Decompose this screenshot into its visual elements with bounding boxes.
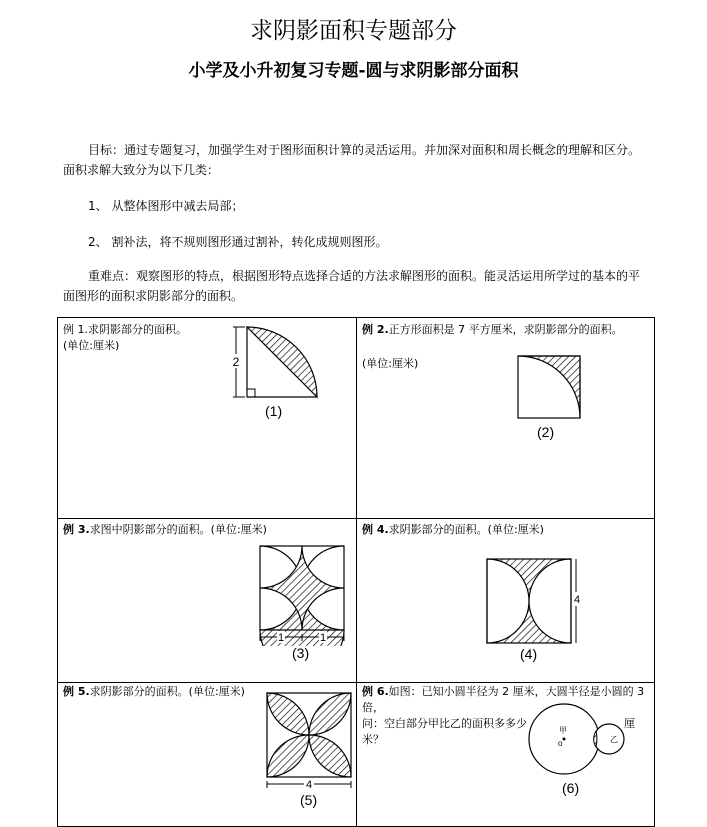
method-item-2: 2、 割补法，将不规则图形通过割补，转化成规则图形。 [88,235,388,249]
figure-1-caption: (1) [265,403,283,419]
figure-5-caption: (5) [300,792,318,808]
figure-5 [262,688,352,792]
figure-6-caption: (6) [562,780,580,796]
goal-paragraph: 目标：通过专题复习，加强学生对于图形面积计算的灵活运用。并加深对面积和周长概念的理解和区分。面积求解大致分为以下几类： [63,143,641,177]
figure-3-dim-b: 1 [319,632,327,644]
table-divider-row-1 [57,518,655,519]
figure-1 [225,322,325,402]
example-2-unit: (单位:厘米) [362,357,419,370]
table-divider-vertical [356,317,357,827]
figure-6 [525,700,630,780]
figure-3-dim-a: 1 [277,632,285,644]
figure-4 [484,556,584,644]
figure-2 [515,353,583,421]
page-title: 求阴影面积专题部分 [250,18,457,44]
figure-6-label-jia: 甲 [559,726,567,735]
figure-4-dim: 4 [573,594,581,606]
key-points-paragraph: 重难点：观察图形的特点，根据图形特点选择合适的方法求解图形的面积。能灵活运用所学过的基本的平面图形的面积求阴影部分的面积。 [63,269,641,303]
figure-3 [255,541,350,646]
figure-6-label-yi: 乙 [610,735,618,744]
method-item-1: 1、 从整体图形中减去局部； [88,199,244,213]
page-subtitle: 小学及小升初复习专题-圆与求阴影部分面积 [188,61,519,81]
example-1-text: 例 1.求阴影部分的面积。 (单位:厘米) [63,323,187,352]
figure-3-caption: (3) [292,645,310,661]
figure-1-dim: 2 [232,355,240,369]
figure-2-caption: (2) [537,424,555,440]
example-2-text: 例 2.正方形面积是 7 平方厘米，求阴影部分的面积。 [362,323,623,336]
example-4-text: 例 4.求阴影部分的面积。(单位:厘米) [362,523,544,536]
figure-5-dim: 4 [305,779,313,791]
example-6-text: 例 6.如图：已知小圆半径为 2 厘米，大圆半径是小圆的 3 倍， 问：空白部分甲比乙的面积多多少 厘 米？ [362,685,645,746]
example-3-text: 例 3.求图中阴影部分的面积。(单位:厘米) [63,523,267,536]
example-5-text: 例 5.求阴影部分的面积。(单位:厘米) [63,685,245,698]
figure-4-caption: (4) [520,646,538,662]
figure-6-label-o: o [558,739,563,748]
table-divider-row-2 [57,682,655,683]
